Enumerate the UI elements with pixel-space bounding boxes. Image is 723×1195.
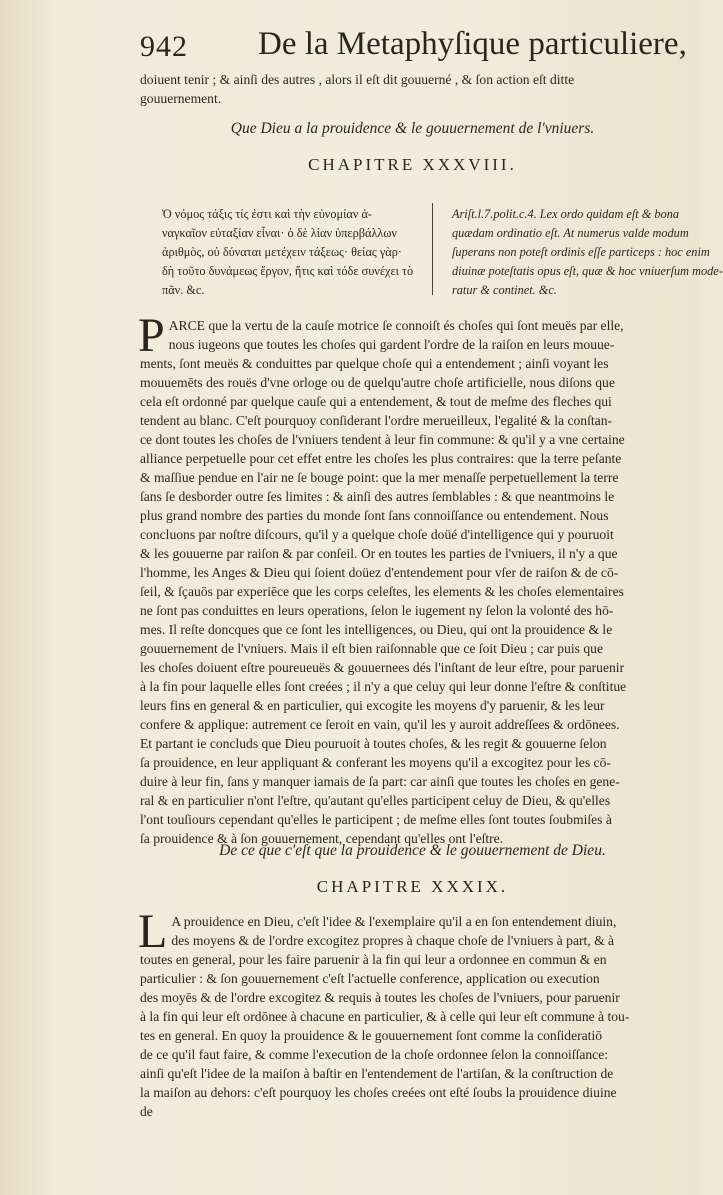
text-line: ral & en particulier n'ont l'eſtre, qu'autant qu'elles participent celuy de Dieu, & qu'elles bbox=[140, 793, 611, 808]
quote-line: πᾶν. &c. bbox=[162, 283, 205, 297]
text-line: à la fin qui leur eſt ordōnee à chacune en particulier, & à celle qui leur eſt commune à tou- bbox=[140, 1009, 630, 1024]
quote-line: ſuperans non poteſt ordinis eſſe particeps : hoc enim bbox=[452, 245, 710, 259]
section-subtitle-1: Que Dieu a la prouidence & le gouuernement de l'vniuers. bbox=[230, 120, 595, 137]
chapter-heading-2: CHAPITRE XXXIX. bbox=[316, 877, 509, 896]
text-line: l'homme, les Anges & Dieu qui ſoient doüez d'entendement pour vſer de raiſon & de cō- bbox=[140, 565, 619, 580]
chapter-heading-1: CHAPITRE XXXVIII. bbox=[308, 155, 517, 174]
text-line: confere & applique: autrement ce ſeroit en vain, qu'il les y auroit addreſſees & ordōnees. bbox=[140, 717, 620, 732]
text-line: la maiſon au dehors: c'eſt pourquoy les choſes creées ont eſté ſoubs la prouidence diuine bbox=[140, 1085, 617, 1100]
text-line: tendent au blanc. C'eſt pourquoy conſiderant l'ordre merueilleux, l'egalité & la conſtan- bbox=[140, 413, 613, 428]
quote-line: Ariſt.l.7.polit.c.4. Lex ordo quidam eſt & bona bbox=[452, 207, 680, 221]
paragraph-1 bbox=[138, 309, 692, 848]
text-line: mes. Il reſte doncques que ce ſont les intelligences, ou Dieu, qui ont la prouidence & le bbox=[140, 622, 613, 637]
text-line: ARCE que la vertu de la cauſe motrice ſe connoiſt és choſes qui ſont meuës par elle, bbox=[168, 318, 624, 333]
text-line: gouuernement. bbox=[140, 91, 222, 106]
text-line: particulier : & ſon gouuernement c'eſt l'actuelle conference, application ou execution bbox=[140, 971, 600, 986]
text-line: & les gouuerne par raiſon & par conſeil. Or en toutes les parties de l'vniuers, il n'y a que bbox=[140, 546, 618, 561]
quote-line: δὴ τοῦτο δυνάμεως ἔργον, ἥτις καὶ τόδε συνέχει τὸ bbox=[162, 264, 414, 278]
text-line: ſans ſe desborder outre ſes limites : & ainſi des autres ſemblables : & que neantmoins le bbox=[140, 489, 615, 504]
intro-text bbox=[140, 70, 692, 108]
text-line: cela eſt ordonné par quelque cauſe qui a entendement, & tout de meſme des fleches qui bbox=[140, 394, 612, 409]
text-line: l'ont touſiours cependant qu'elles le participent ; de meſme elles ſont toutes ſoubmiſes à bbox=[140, 812, 612, 827]
text-line: gouuernement de l'vniuers. Mais il eſt bien raiſonnable que ce ſoit Dieu ; car puis que bbox=[140, 641, 603, 656]
text-line: de bbox=[140, 1104, 153, 1119]
text-line: tes en general. En quoy la prouidence & le gouuernement ſont comme la conſideratiō bbox=[140, 1028, 603, 1043]
text-line: Et partant ie concluds que Dieu pouruoit à toutes choſes, & les regit & gouuerne ſelon bbox=[140, 736, 607, 751]
text-line: à la fin pour laquelle elles ſont creées ; il n'y a que celuy qui leur donne l'eſtre & conſtitue bbox=[140, 679, 627, 694]
text-line: de ce qu'il faut faire, & comme l'execution de la choſe ordonnee ſelon la connoiſſance: bbox=[140, 1047, 609, 1062]
section-subtitle-2: De ce que c'eſt que la prouidence & le gouuernement de Dieu. bbox=[219, 842, 606, 859]
drop-cap: L bbox=[138, 905, 168, 958]
greek-quote bbox=[162, 205, 420, 300]
text-line: mouuemēts des rouës d'vne orloge ou de quelqu'autre choſe artificielle, nous diſons que bbox=[140, 375, 615, 390]
text-line: nous iugeons que toutes les choſes qui gardent l'ordre de la raiſon en leurs mouue- bbox=[168, 337, 615, 352]
quote-line: quædam ordinatio eſt. At numerus valde modum bbox=[452, 226, 689, 240]
text-line: ſa prouidence & à ſon gouuernement, cependant qu'elles ont l'eſtre. bbox=[140, 831, 504, 846]
text-line: toutes en general, pour les faire paruenir à la fin qui leur a ordonnee en commun & en bbox=[140, 952, 607, 967]
text-line: A prouidence en Dieu, c'eſt l'idee & l'exemplaire qu'il a en ſon entendement diuin, bbox=[171, 914, 617, 929]
text-line: des moyens & de l'ordre excogitez propres à chaque choſe de l'vniuers à part, & à bbox=[171, 933, 615, 948]
text-line: des moyēs & de l'ordre excogitez & requis à toutes les choſes de l'vniuers, pour paruenir bbox=[140, 990, 620, 1005]
page-number: 942 bbox=[140, 30, 188, 63]
text-line: les choſes doiuent eſtre poureueuës & gouuernees dés l'inſtant de leur eſtre, pour paruenir bbox=[140, 660, 625, 675]
quote-line: Ὁ νόμος τάξις τίς ἐστι καὶ τὴν εὐνομίαν ἀ- bbox=[162, 207, 373, 221]
page-header bbox=[140, 26, 686, 72]
text-line: leurs fins en general & en particulier, qui excogite les moyens d'y paruenir, & les leur bbox=[140, 698, 605, 713]
text-line: ainſi qu'eſt l'idee de la maiſon à baſtir en l'entendement de l'artiſan, & la conſtruction de bbox=[140, 1066, 614, 1081]
latin-quote bbox=[452, 205, 723, 300]
text-line: ne ſont pas conduittes en leurs operations, ſelon le iugement ny ſelon la volonté des hō- bbox=[140, 603, 614, 618]
text-line: ments, ſont meuës & conduittes par quelque choſe qui a entendement ; ainſi voyant les bbox=[140, 356, 609, 371]
text-line: duire à leur fin, ſans y manquer iamais de ſa part: car ainſi que toutes les choſes en gene- bbox=[140, 774, 620, 789]
quote-line: ναγκαῖον εὐταξίαν εἶναι· ὁ δὲ λίαν ὑπερβάλλων bbox=[162, 226, 397, 240]
quote-line: diuinæ poteſtatis opus eſt, quæ & hoc vniuerſum mode- bbox=[452, 264, 723, 278]
quote-line: ratur & continet. &c. bbox=[452, 283, 557, 297]
text-line: ſeil, & ſçauōs par experiēce que les corps celeſtes, les elements & les choſes elementaires bbox=[140, 584, 624, 599]
text-line: ce dont toutes les choſes de l'vniuers tendent à leur fin commune: & qu'il y a vne certaine bbox=[140, 432, 625, 447]
text-line: concluons par noſtre diſcours, qu'il y a quelque choſe doüé d'intelligence qui y pouruoit bbox=[140, 527, 614, 542]
text-line: & maſſiue pendue en l'air ne ſe bouge point: que la mer menaſſe perpetuellement la terre bbox=[140, 470, 619, 485]
text-line: plus grand nombre des parties du monde ſont ſans connoiſſance ou entendement. Nous bbox=[140, 508, 609, 523]
text-line: ſa prouidence, en leur appliquant & conferant les moyens qu'il a excogitez pour les cō- bbox=[140, 755, 611, 770]
column-divider bbox=[432, 203, 433, 295]
drop-cap: P bbox=[138, 309, 165, 362]
text-line: doiuent tenir ; & ainſi des autres , alors il eſt dit gouuerné , & ſon action eſt ditte bbox=[140, 72, 575, 87]
paragraph-2 bbox=[138, 905, 692, 1121]
text-line: alliance perpetuelle pour cet effet entre les choſes les plus contraires: que la terre peſante bbox=[140, 451, 622, 466]
running-title: De la Metaphyſique particuliere, bbox=[258, 26, 687, 62]
quote-line: ἀριθμὸς, οὐ δύναται μετέχειν τάξεως· θείας γὰρ· bbox=[162, 245, 402, 259]
